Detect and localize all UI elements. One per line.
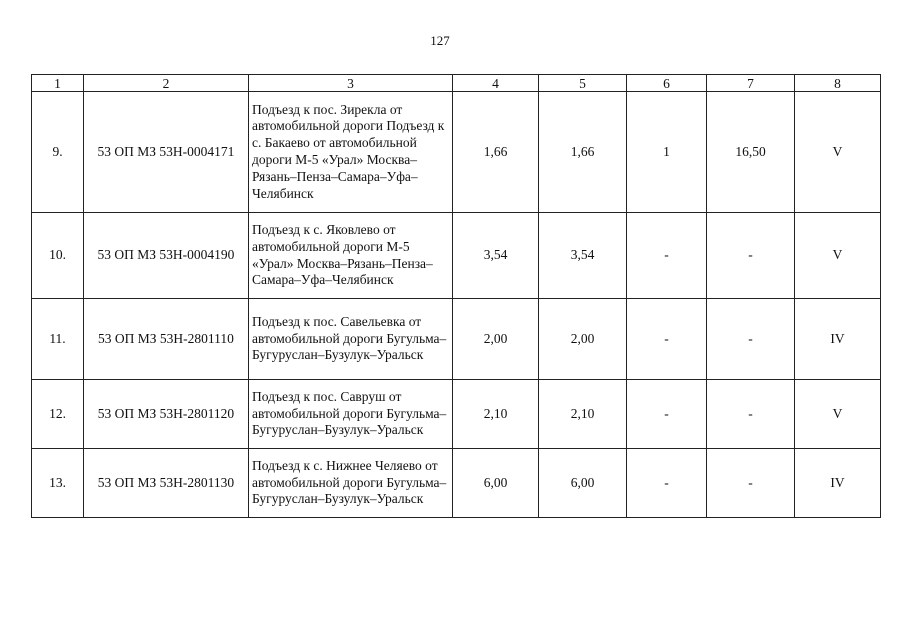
road-name: Подъезд к пос. Савруш от автомобильной дороги Бугульма–Бугуруслан–Бузулук–Уральск xyxy=(249,380,453,449)
cell-col-4: 1,66 xyxy=(453,92,539,213)
cell-col-4: 3,54 xyxy=(453,213,539,299)
column-header-3: 3 xyxy=(249,75,453,92)
cell-col-7: - xyxy=(707,380,795,449)
cell-col-5: 3,54 xyxy=(539,213,627,299)
road-id: 53 ОП МЗ 53Н-0004190 xyxy=(84,213,249,299)
row-number: 12. xyxy=(32,380,84,449)
road-name: Подъезд к пос. Зирекла от автомобильной дороги Подъезд к с. Бакаево от автомобильной дороги М-5 «Урал» Москва–Рязань–Пенза–Самара–Уфа–Челябинск xyxy=(249,92,453,213)
row-number: 11. xyxy=(32,299,84,380)
column-header-8: 8 xyxy=(795,75,881,92)
road-id: 53 ОП МЗ 53Н-2801110 xyxy=(84,299,249,380)
road-name: Подъезд к с. Яковлево от автомобильной дороги М-5 «Урал» Москва–Рязань–Пенза–Самара–Уфа–Челябинск xyxy=(249,213,453,299)
cell-col-5: 2,10 xyxy=(539,380,627,449)
cell-col-7: - xyxy=(707,449,795,518)
column-header-4: 4 xyxy=(453,75,539,92)
cell-col-6: - xyxy=(627,380,707,449)
column-header-6: 6 xyxy=(627,75,707,92)
road-id: 53 ОП МЗ 53Н-0004171 xyxy=(84,92,249,213)
table-row xyxy=(32,380,881,449)
table-row xyxy=(32,449,881,518)
cell-col-8: V xyxy=(795,213,881,299)
cell-col-5: 1,66 xyxy=(539,92,627,213)
cell-col-4: 2,00 xyxy=(453,299,539,380)
cell-col-7: - xyxy=(707,213,795,299)
road-name: Подъезд к пос. Савельевка от автомобильной дороги Бугульма–Бугуруслан–Бузулук–Уральск xyxy=(249,299,453,380)
row-number: 9. xyxy=(32,92,84,213)
cell-col-8: V xyxy=(795,92,881,213)
column-header-5: 5 xyxy=(539,75,627,92)
cell-col-7: - xyxy=(707,299,795,380)
cell-col-5: 6,00 xyxy=(539,449,627,518)
cell-col-6: - xyxy=(627,299,707,380)
table-row xyxy=(32,213,881,299)
cell-col-7: 16,50 xyxy=(707,92,795,213)
row-number: 13. xyxy=(32,449,84,518)
column-header-1: 1 xyxy=(32,75,84,92)
road-id: 53 ОП МЗ 53Н-2801130 xyxy=(84,449,249,518)
header-row xyxy=(32,75,881,92)
cell-col-8: V xyxy=(795,380,881,449)
row-number: 10. xyxy=(32,213,84,299)
cell-col-5: 2,00 xyxy=(539,299,627,380)
table-row xyxy=(32,92,881,213)
cell-col-6: - xyxy=(627,213,707,299)
table-row xyxy=(32,299,881,380)
road-name: Подъезд к с. Нижнее Челяево от автомобильной дороги Бугульма–Бугуруслан–Бузулук–Уральск xyxy=(249,449,453,518)
cell-col-6: - xyxy=(627,449,707,518)
cell-col-8: IV xyxy=(795,449,881,518)
cell-col-8: IV xyxy=(795,299,881,380)
column-header-2: 2 xyxy=(84,75,249,92)
road-id: 53 ОП МЗ 53Н-2801120 xyxy=(84,380,249,449)
roads-table xyxy=(31,74,881,518)
cell-col-6: 1 xyxy=(627,92,707,213)
cell-col-4: 2,10 xyxy=(453,380,539,449)
column-header-7: 7 xyxy=(707,75,795,92)
page-number: 127 xyxy=(430,33,450,48)
cell-col-4: 6,00 xyxy=(453,449,539,518)
